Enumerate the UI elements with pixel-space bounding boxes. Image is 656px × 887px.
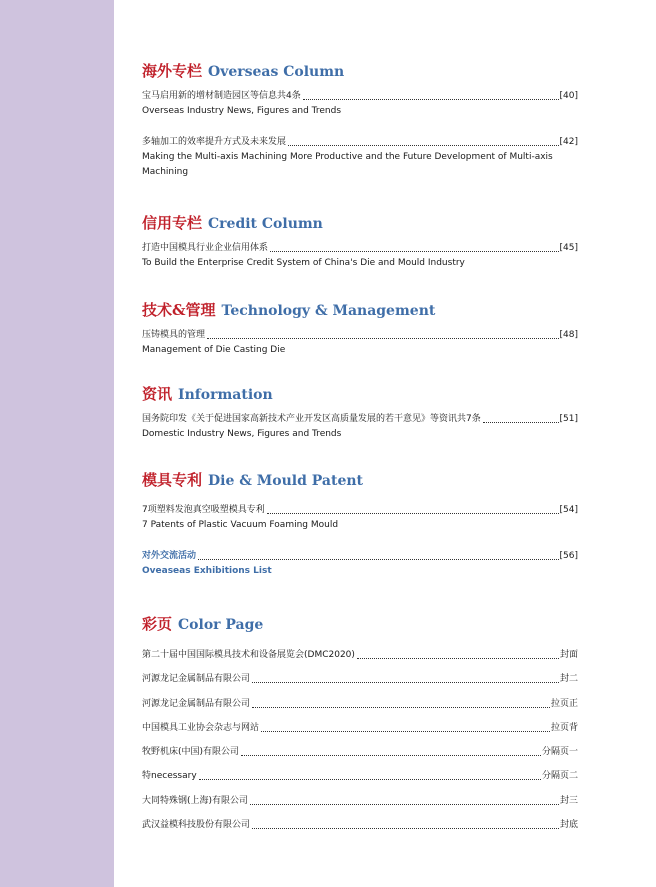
entry-page: [40] xyxy=(559,91,578,101)
heading-en: Credit Column xyxy=(208,216,323,232)
entry-subtitle: 7 Patents of Plastic Vacuum Foaming Mould xyxy=(142,520,339,530)
dot-leader xyxy=(303,99,559,100)
entry-subtitle: Making the Multi-axis Machining More Productive and the Future Development of Multi-axis Machining xyxy=(142,152,553,177)
toc-entry[interactable] xyxy=(142,503,578,533)
dot-leader xyxy=(270,251,559,252)
entry-subtitle: Management of Die Casting Die xyxy=(142,345,286,355)
section-heading-information xyxy=(142,383,273,404)
dot-leader xyxy=(207,338,559,339)
toc-entry[interactable] xyxy=(142,328,578,358)
toc-entry[interactable] xyxy=(142,549,578,579)
entry-title: 国务院印发《关于促进国家高新技术产业开发区高质量发展的若干意见》等资讯共7条 xyxy=(142,414,481,424)
heading-en: Information xyxy=(178,387,273,403)
entry-page: 封底 xyxy=(559,820,578,830)
entry-page: 分隔页二 xyxy=(541,771,578,781)
color-page-entry[interactable] xyxy=(142,648,578,661)
dot-leader xyxy=(288,145,559,146)
section-heading-technology xyxy=(142,299,435,320)
heading-en: Technology & Management xyxy=(221,303,436,319)
dot-leader xyxy=(199,779,541,780)
entry-page: [54] xyxy=(559,505,578,515)
entry-page: [56] xyxy=(559,551,578,561)
entry-title: 河源龙记金属制品有限公司 xyxy=(142,674,251,684)
dot-leader xyxy=(198,559,559,560)
entry-title: 特necessary xyxy=(142,771,197,781)
entry-title: 第二十届中国国际模具技术和设备展览会(DMC2020) xyxy=(142,650,355,660)
dot-leader xyxy=(267,513,559,514)
heading-cn: 信用专栏 xyxy=(142,214,203,232)
toc-entry[interactable] xyxy=(142,89,578,119)
toc-entry[interactable] xyxy=(142,241,578,271)
entry-page: 封面 xyxy=(559,650,578,660)
entry-page: 分隔页一 xyxy=(541,747,578,757)
color-page-entry[interactable] xyxy=(142,672,578,685)
entry-page: 拉页正 xyxy=(550,699,578,709)
entry-title: 大同特殊钢(上海)有限公司 xyxy=(142,796,249,806)
dot-leader xyxy=(483,422,559,423)
side-color-strip xyxy=(0,0,114,887)
toc-entry[interactable] xyxy=(142,412,578,442)
entry-title: 宝马启用新的增材制造园区等信息共4条 xyxy=(142,91,301,101)
heading-cn: 海外专栏 xyxy=(142,62,203,80)
dot-leader xyxy=(252,682,559,683)
color-page-entry[interactable] xyxy=(142,721,578,734)
entry-title: 武汉益模科技股份有限公司 xyxy=(142,820,251,830)
heading-cn: 资讯 xyxy=(142,385,173,403)
entry-title: 压铸模具的管理 xyxy=(142,330,206,340)
entry-title: 多轴加工的效率提升方式及未来发展 xyxy=(142,137,287,147)
toc-entry[interactable] xyxy=(142,135,578,180)
entry-subtitle: To Build the Enterprise Credit System of China's Die and Mould Industry xyxy=(142,258,465,268)
heading-cn: 模具专利 xyxy=(142,471,203,489)
color-page-entry[interactable] xyxy=(142,697,578,710)
dot-leader xyxy=(250,804,559,805)
entry-title: 对外交流活动 xyxy=(142,551,197,561)
entry-subtitle: Overseas Industry News, Figures and Trends xyxy=(142,106,342,116)
entry-page: [51] xyxy=(559,414,578,424)
color-page-entry[interactable] xyxy=(142,818,578,831)
heading-en: Overseas Column xyxy=(208,64,345,80)
entry-title: 河源龙记金属制品有限公司 xyxy=(142,699,251,709)
dot-leader xyxy=(252,828,559,829)
entry-title: 打造中国模具行业企业信用体系 xyxy=(142,243,269,253)
dot-leader xyxy=(241,755,541,756)
heading-en: Die & Mould Patent xyxy=(208,473,364,489)
entry-title: 牧野机床(中国)有限公司 xyxy=(142,747,240,757)
color-page-entry[interactable] xyxy=(142,745,578,758)
entry-page: [48] xyxy=(559,330,578,340)
color-page-entry[interactable] xyxy=(142,769,578,782)
heading-cn: 技术&管理 xyxy=(142,301,216,319)
dot-leader xyxy=(357,658,559,659)
section-heading-credit xyxy=(142,212,323,233)
entry-page: [45] xyxy=(559,243,578,253)
dot-leader xyxy=(252,707,550,708)
entry-page: 封二 xyxy=(559,674,578,684)
section-heading-overseas xyxy=(142,60,344,81)
color-page-entry[interactable] xyxy=(142,794,578,807)
section-heading-color-page xyxy=(142,613,263,634)
entry-subtitle: Domestic Industry News, Figures and Trends xyxy=(142,429,342,439)
entry-page: 拉页背 xyxy=(550,723,578,733)
entry-page: 封三 xyxy=(559,796,578,806)
entry-title: 7项塑料发泡真空吸塑模具专利 xyxy=(142,505,265,515)
heading-cn: 彩页 xyxy=(142,615,173,633)
section-heading-patent xyxy=(142,469,363,490)
entry-subtitle: Oveaseas Exhibitions List xyxy=(142,566,272,576)
entry-page: [42] xyxy=(559,137,578,147)
entry-title: 中国模具工业协会杂志与网站 xyxy=(142,723,260,733)
heading-en: Color Page xyxy=(178,617,264,633)
dot-leader xyxy=(261,731,550,732)
